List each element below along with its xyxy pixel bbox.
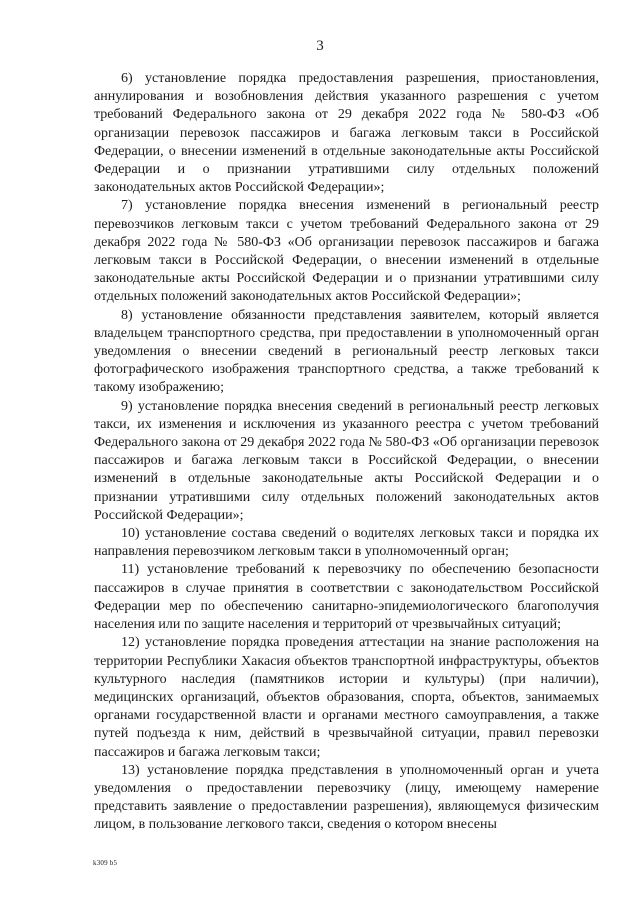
paragraph-item-10: 10) установление состава сведений о водителях легковых такси и порядка их направления перевозчиком легковым такси в уполномоченный орган; [94,526,599,560]
paragraph-item-13: 13) установление порядка представления в уполномоченный орган и учета уведомления о предоставлении перевозчику (лицу, имеющему намерение представить заявление о предоставлении разрешения), являющемуся физическим лицом, в пользование легкового такси, сведения о котором внесены [94,762,599,833]
paragraph-item-12: 12) установление порядка проведения аттестации на знание расположения на территории Республики Хакасия объектов транспортной инфраструктуры, объектов культурного наследия (памятников истории и культуры) (при наличии), медицинских организаций, объектов образования, спорта, объектов, занимаемых органами государственной власти и органами местного самоуправления, а также путей подъезда к ним, действий в чрезвычайной ситуации, правил перевозки пассажиров и багажа легковым такси; [94,635,599,760]
paragraph-item-11: 11) установление требований к перевозчику по обеспечению безопасности пассажиров в случае принятия в соответствии с законодательством Российской Федерации мер по обеспечению санитарно-эпидемиологического благополучия населения или по защите населения и территорий от чрезвычайных ситуаций; [94,562,599,633]
paragraph-item-9: 9) установление порядка внесения сведений в региональный реестр легковых такси, их изменения и исключения из указанного реестра с учетом требований Федерального закона от 29 декабря 2022 года № 580-ФЗ «Об организации перевозок пассажиров и багажа легковым такси в Российской Федерации, о внесении изменений в отдельные законодательные акты Российской Федерации и о признании утратившими силу отдельных положений законодательных актов Российской Федерации»; [94,398,599,523]
paragraph-item-6: 6) установление порядка предоставления разрешения, приостановления, аннулирования и возобновления действия указанного разрешения с учетом требований Федерального закона от 29 декабря 2022 года № 580-ФЗ «Об организации перевозок пассажиров и багажа легковым такси в Российской Федерации, о внесении изменений в отдельные законодательные акты Российской Федерации и о признании утратившими силу отдельных положений законодательных актов Российской Федерации»; [94,71,599,196]
document-body [94,70,599,835]
paragraph-item-8: 8) установление обязанности представления заявителем, который является владельцем транспортного средства, при предоставлении в уполномоченный орган уведомления о внесении сведений в региональный реестр легковых такси фотографического изображения транспортного средства, а также требований к такому изображению; [94,307,599,396]
footer-document-code: k309 b5 [93,859,118,867]
paragraph-item-7: 7) установление порядка внесения изменений в региональный реестр перевозчиков легковым такси с учетом требований Федерального закона от 29 декабря 2022 года № 580-ФЗ «Об организации перевозок пассажиров и багажа легковым такси в Российской Федерации, о внесении изменений в отдельные законодательные акты Российской Федерации и о признании утратившими силу отдельных положений законодательных актов Российской Федерации»; [94,198,599,305]
page-number: 3 [316,38,324,54]
